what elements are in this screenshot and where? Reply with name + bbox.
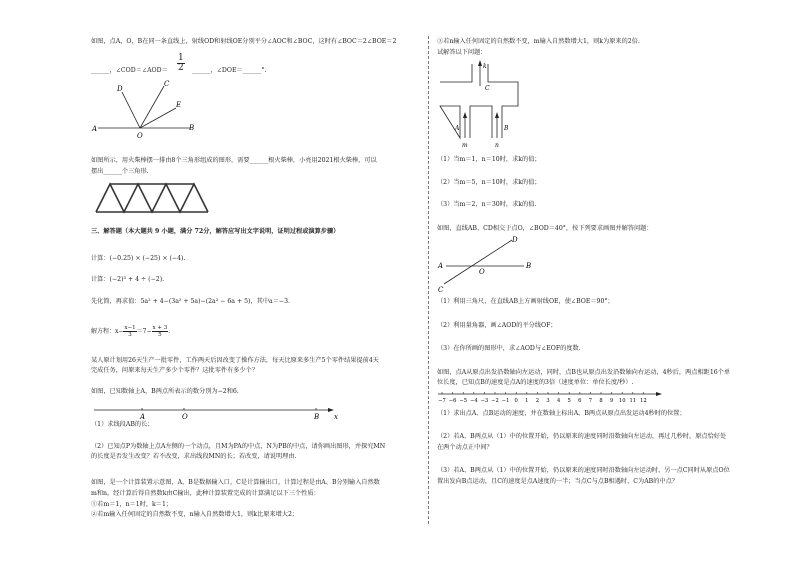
label-E: E: [176, 101, 182, 109]
eq-prefix: 解方程：x−: [91, 328, 124, 335]
q-numberline-line1: 如图，已知数轴上A、B两点所表示的数分别为−2和6.: [91, 388, 239, 395]
lines-label-B: B: [526, 262, 532, 270]
intersecting-lines-figure: [436, 234, 536, 294]
q-program-cont-sub3: （3）当m＝2，n＝30时，求k的值.: [437, 201, 537, 208]
axis-tick-label: 12: [640, 398, 647, 404]
q-numberline-sub1: （1）求线段AB的长；: [91, 421, 154, 428]
q-parts-line2: 完成任务，问原来每天生产多少个零件？这批零件有多少个？: [91, 367, 259, 374]
calc2: 计算：(−2)³ + 4 ÷ (−2).: [91, 276, 165, 283]
q-motion-sub3-l1: （3）若A、B两点从（1）中的位置开始，仍以原来的速度同时沿数轴向左运动时，另一点C同时从原点O位: [437, 467, 730, 474]
nl-label-A: A: [140, 413, 146, 421]
label-D: D: [117, 85, 123, 93]
q-motion-line2: 位长度，已知点B的速度是点A的速度的3倍（速度单位：单位长度/秒）.: [437, 379, 634, 386]
q-motion-sub2-l1: （2）若A、B两点从（1）中的位置开始，仍以原来的速度同时沿数轴向左运动，再过几秒时，原点恰好处: [437, 433, 727, 440]
q-angle-line1: 如图，点A，O，B在同一条直线上，射线OD和射线OE分别平分∠AOC和∠BOC，这时有∠BOC＝2∠BOE＝2: [91, 38, 397, 45]
machine-label-k: k: [483, 63, 487, 70]
q-motion-sub1: （1）求出点A、点B运动的速度，并在数轴上标出A、B两点从原点出发运动4秒时的位置；: [437, 410, 686, 417]
eq-mid: ＝7−: [136, 328, 152, 335]
q-program-line1: 如图，是一个计算装置示意图，A、B是数据输入口，C是计算输出口，计算过程是由A、B分别输入自然数: [91, 479, 380, 486]
q-numberline-sub2-l1: （2）已知点P为数轴上点A左侧的一个动点，且M为PA的中点，N为PB的中点，请你画出图形，并探究MN: [91, 443, 386, 450]
eq-f1-num: x−1: [124, 325, 136, 331]
axis-tick-label: −4: [469, 398, 478, 404]
column-divider: [428, 36, 429, 524]
eq-f2-den: 5: [158, 332, 162, 338]
machine-label-B: B: [504, 125, 509, 132]
eq-f1-den: 3: [128, 332, 132, 338]
q-angle-line2b: ______，∠DOE＝______°.: [192, 67, 267, 74]
axis-tick-label: −3: [480, 398, 489, 404]
q-program-cont-sub2: （2）当m＝5，n＝10时，求k的值；: [437, 179, 541, 186]
machine-label-n: n: [495, 142, 499, 149]
lines-label-O: O: [479, 268, 485, 276]
axis-tick-label: 7: [588, 398, 593, 404]
label-O: O: [137, 132, 143, 140]
nl-label-B: B: [314, 413, 320, 421]
q-program-cont-line2: 试解答以下问题：: [437, 49, 487, 56]
axis-tick-label: 10: [618, 398, 626, 404]
q-parts-line1: 某人原计划用26天生产一批零件，工作两天后因改变了操作方法，每天比原来多生产5个零件结果提前4天: [91, 357, 379, 364]
frac-den: 2: [178, 63, 184, 73]
q-motion-line1: 如图，点A从原点出发沿数轴向左运动，同时，点B也从原点出发沿数轴向右运动，4秒后，两点相距16个单: [437, 369, 731, 376]
label-C: C: [164, 80, 170, 88]
q-motion-sub2-l2: 在两个动点正中间？: [437, 444, 493, 451]
simplify: 先化简，再求值：5a² + 4−(3a² + 5a)−(2a² − 6a + 5)，其中a＝−3.: [91, 298, 290, 305]
q-angle-line2a: ______，∠COD＝∠AOD＝: [91, 67, 168, 74]
q-program-cont-sub1: （1）当m＝1，n＝10时，求k的值；: [437, 156, 541, 163]
q-lines-sub1: （1）利用三角尺，在直线AB上方画射线OE，使∠BOE＝90°；: [437, 298, 614, 305]
machine-label-C: C: [485, 85, 490, 92]
label-B: B: [189, 124, 195, 132]
axis-tick-label: −2: [491, 398, 499, 404]
axis-tick-label: 1: [525, 398, 529, 404]
axis-tick-label: 8: [599, 398, 603, 404]
axis-tick-label: 2: [535, 398, 540, 404]
fraction-half: [177, 54, 185, 73]
q-match-line2: 摆出______个三角形.: [91, 168, 149, 175]
frac-num: 1: [178, 53, 184, 63]
axis-tick-label: −6: [448, 398, 457, 404]
q-motion-sub3-l2: 置出发向B点运动，且C的速度是点A速度的一半；当点C与点B相遇时，C为AB的中点？: [437, 478, 678, 485]
q-lines-sub2: （2）利用量角器，画∠AOD的平分线OF；: [437, 322, 557, 329]
lines-label-D: D: [512, 236, 518, 244]
section3-heading: 三、解答题（本大题共 9 小题，满分 72分，解答应写出文字说明，证明过程或演算步骤）: [91, 228, 340, 235]
axis-tick-label: 4: [556, 398, 561, 404]
q-lines-sub3: （3）在你所画的图形中，求∠AOD与∠EOF的度数.: [437, 345, 581, 352]
axis-tick-label: 11: [629, 398, 637, 404]
calc1: 计算：(−0.25) × (−25) × (−4).: [91, 255, 186, 262]
eq-f2-num: x + 3: [152, 325, 168, 331]
axis-tick-label: 0: [514, 398, 518, 404]
q-program-line2: m和n，经计算后得自然数k由C输出，此种计算装置完成的计算满足以下三个性质：: [91, 490, 320, 497]
equation: [91, 325, 170, 338]
axis-tick-label: 5: [567, 398, 571, 404]
nl-label-x: x: [334, 413, 338, 421]
lines-label-C: C: [438, 286, 444, 294]
eq-suffix: .: [168, 328, 171, 335]
axis-tick-label: −1: [501, 398, 510, 404]
numberline-AB: [90, 400, 350, 422]
axis-tick-label: 6: [578, 398, 582, 404]
q-program-line4: ②若m输入任何固定的自然数不变，n输入自然数增大1，则k比原来增大2；: [91, 511, 299, 518]
matchstick-figure: [90, 180, 220, 216]
lines-label-A: A: [438, 262, 444, 270]
q-numberline-sub2-l2: 的长度是否发生改变？若不改变，求出线段MN的长；若改变，请说明理由.: [91, 453, 297, 460]
q-match-line1: 如图所示，用火柴棒摆一排由8个三角形组成的图形，需要______根火柴棒，小亮用2021根火柴棒，可以: [91, 157, 377, 164]
q-program-line3: ①若m＝1，n＝1时，k＝1；: [91, 501, 173, 508]
machine-label-m: m: [462, 142, 468, 149]
nl-label-O: O: [182, 413, 188, 421]
axis-tick-label: −5: [459, 398, 468, 404]
axis-tick-label: 9: [609, 398, 614, 404]
machine-figure: [436, 58, 536, 148]
angle-figure: [90, 80, 200, 140]
label-A: A: [92, 125, 98, 133]
q-program-cont-line1: ③若n输入任何固定的自然数不变，m输入自然数增大1，则k为原来的2倍.: [437, 38, 640, 45]
q-lines-line1: 如图，直线AB、CD相交于点O，∠BOD＝40°，按下列要求画图并解答问题：: [437, 225, 653, 232]
motion-numberline: [436, 388, 666, 408]
machine-label-A: A: [455, 125, 460, 132]
axis-tick-label: 3: [546, 398, 550, 404]
axis-tick-label: −7: [438, 398, 446, 404]
